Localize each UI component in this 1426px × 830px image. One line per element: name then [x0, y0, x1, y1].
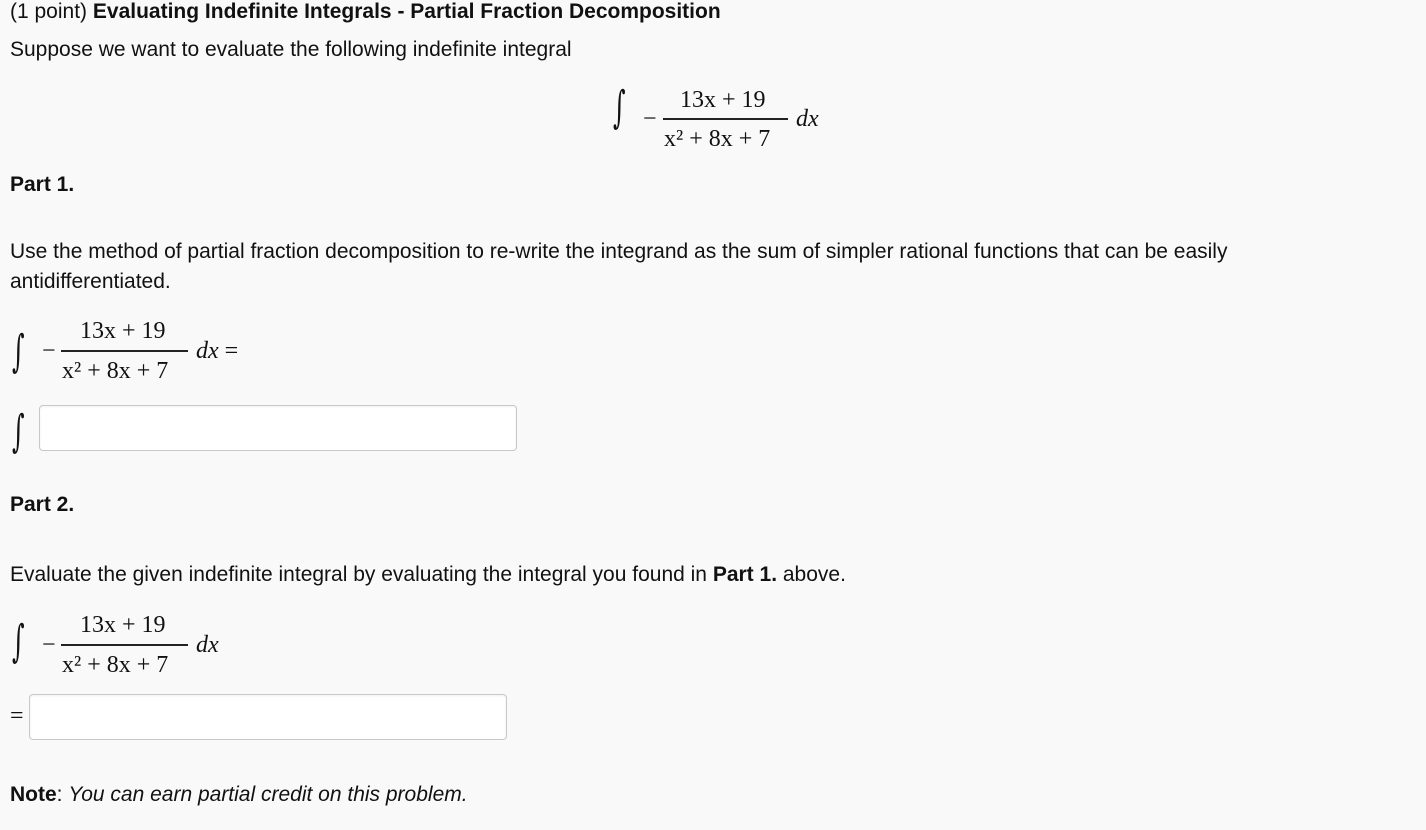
- part1-answer-input[interactable]: [40, 406, 516, 450]
- integral-sign: ∫: [12, 326, 25, 377]
- problem-title: Evaluating Indefinite Integrals - Partial Fraction Decomposition: [92, 0, 721, 23]
- points-label: (1 point): [10, 0, 88, 23]
- note-label: Note: [10, 783, 57, 806]
- part1-instructions-line2: antidifferentiated.: [10, 270, 171, 293]
- minus-sign: −: [643, 106, 657, 132]
- integral-sign: ∫: [613, 82, 626, 133]
- note-text: You can earn partial credit on this problem.: [68, 783, 468, 806]
- problem-header: [10, 0, 721, 24]
- integral-sign: ∫: [12, 616, 25, 667]
- part1-heading: Part 1.: [10, 173, 75, 196]
- part2-heading: Part 2.: [10, 493, 75, 516]
- differential: dx =: [196, 338, 239, 364]
- answer-integral-sign: ∫: [12, 406, 25, 457]
- denominator: x² + 8x + 7: [664, 126, 771, 152]
- minus-sign: −: [42, 338, 56, 364]
- fraction-bar: [61, 644, 188, 646]
- denominator: x² + 8x + 7: [62, 652, 169, 678]
- equals-sign: =: [10, 703, 24, 729]
- part2-answer-input[interactable]: [30, 695, 506, 739]
- differential: dx: [796, 106, 819, 132]
- denominator: x² + 8x + 7: [62, 358, 169, 384]
- fraction-bar: [663, 118, 788, 120]
- part1-reference: Part 1.: [712, 563, 778, 586]
- numerator: 13x + 19: [680, 87, 766, 113]
- intro-text: Suppose we want to evaluate the following indefinite integral: [10, 38, 572, 61]
- numerator: 13x + 19: [80, 612, 166, 638]
- numerator: 13x + 19: [80, 318, 166, 344]
- fraction-bar: [61, 350, 188, 352]
- part2-instructions: Evaluate the given indefinite integral by evaluating the integral you found in Part 1. above.: [10, 563, 846, 586]
- part2-answer-box[interactable]: [29, 694, 507, 740]
- differential: dx: [196, 632, 219, 658]
- note: Note: You can earn partial credit on this problem.: [10, 783, 468, 806]
- minus-sign: −: [42, 632, 56, 658]
- part1-instructions-line1: Use the method of partial fraction decomposition to re-write the integrand as the sum of simpler rational functions that can be easily: [10, 240, 1228, 263]
- part1-answer-box[interactable]: [39, 405, 517, 451]
